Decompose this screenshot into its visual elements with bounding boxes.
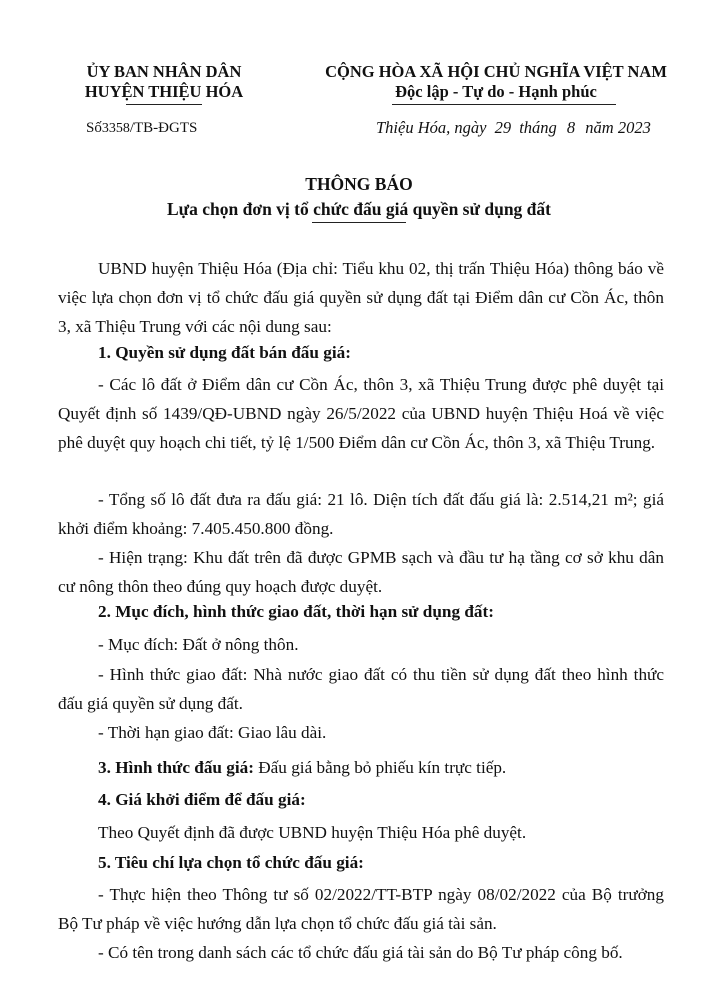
section-1-text-1: - Các lô đất ở Điểm dân cư Cồn Ác, thôn 3, xã Thiệu Trung được phê duyệt tại Quyết định số 1439/QĐ-UBND ngày 26/5/2022 của UBND huyện Thiệu Hoá về việc phê duyệt quy hoạch chi tiết, tỷ lệ 1/500 Điểm dân cư Cồn Ác, thôn 3, xã Thiệu Trung. xyxy=(58,375,664,452)
section-1-heading: 1. Quyền sử dụng đất bán đấu giá: xyxy=(98,343,351,362)
section-5-paragraph-1 xyxy=(58,880,664,938)
section-5-heading: 5. Tiêu chí lựa chọn tổ chức đấu giá: xyxy=(98,853,364,872)
section-5-text-2: - Có tên trong danh sách các tổ chức đấu giá tài sản do Bộ Tư pháp công bố. xyxy=(98,943,623,962)
section-1-paragraph-3 xyxy=(58,543,664,601)
document-title: THÔNG BÁO xyxy=(305,174,413,194)
agency-underline xyxy=(126,104,202,105)
issue-year: năm 2023 xyxy=(585,118,651,137)
agency-line-2: HUYỆN THIỆU HÓA xyxy=(84,82,244,101)
intro-text: UBND huyện Thiệu Hóa (Địa chỉ: Tiểu khu 02, thị trấn Thiệu Hóa) thông báo về việc lựa chọn đơn vị tổ chức đấu giá quyền sử dụng đất tại Điểm dân cư Cồn Ác, thôn 3, xã Thiệu Trung với các nội dung sau: xyxy=(58,259,664,336)
agency-line-1: ỦY BAN NHÂN DÂN xyxy=(86,62,242,81)
section-2-paragraph-3 xyxy=(58,718,664,747)
issue-place: Thiệu Hóa, ngày xyxy=(376,118,487,137)
section-5-text-1: - Thực hiện theo Thông tư số 02/2022/TT-BTP ngày 08/02/2022 của Bộ trưởng Bộ Tư pháp về việc hướng dẫn lựa chọn tổ chức đấu giá tài sản. xyxy=(58,885,664,933)
section-2-text-3: - Thời hạn giao đất: Giao lâu dài. xyxy=(98,723,327,742)
national-title xyxy=(300,62,692,102)
section-3-heading: 3. Hình thức đấu giá: xyxy=(98,758,254,777)
issue-date xyxy=(376,118,651,138)
section-2-heading: 2. Mục đích, hình thức giao đất, thời hạn sử dụng đất: xyxy=(98,602,494,621)
section-4-heading: 4. Giá khởi điểm để đấu giá: xyxy=(98,790,306,809)
document-number-prefix: Số xyxy=(86,120,102,136)
section-2-text-1: - Mục đích: Đất ở nông thôn. xyxy=(98,635,299,654)
section-2-text-2: - Hình thức giao đất: Nhà nước giao đất có thu tiền sử dụng đất theo hình thức đấu giá quyền sử dụng đất. xyxy=(58,665,664,713)
issue-month: 8 xyxy=(566,118,576,137)
section-4-text: Theo Quyết định đã được UBND huyện Thiệu Hóa phê duyệt. xyxy=(98,823,527,842)
national-line-1: CỘNG HÒA XÃ HỘI CHỦ NGHĨA VIỆT NAM xyxy=(325,62,667,81)
issue-month-label: tháng xyxy=(519,118,557,137)
section-1-paragraph-2 xyxy=(58,485,664,543)
section-2-paragraph-2 xyxy=(58,660,664,718)
document-number-value: 3358 xyxy=(101,121,130,136)
intro-paragraph xyxy=(58,254,664,341)
section-1-text-2: - Tổng số lô đất đưa ra đấu giá: 21 lô. Diện tích đất đấu giá là: 2.514,21 m²; giá khởi điểm khoảng: 7.405.450.800 đồng. xyxy=(58,490,664,538)
issue-day: 29 xyxy=(494,118,512,137)
section-3-text: Đấu giá bằng bỏ phiếu kín trực tiếp. xyxy=(253,758,507,777)
agency-name xyxy=(58,62,270,102)
section-1-text-3: - Hiện trạng: Khu đất trên đã được GPMB sạch và đầu tư hạ tầng cơ sở khu dân cư nông thôn theo đúng quy hoạch được duyệt. xyxy=(58,548,664,596)
document-number-suffix: /TB-ĐGTS xyxy=(129,120,198,136)
section-3 xyxy=(98,758,506,778)
section-2-paragraph-1 xyxy=(58,630,664,659)
section-4-paragraph xyxy=(58,818,664,847)
section-5-paragraph-2 xyxy=(58,938,664,967)
document-number xyxy=(86,120,197,137)
document-subtitle: Lựa chọn đơn vị tổ chức đấu giá quyền sử dụng đất xyxy=(166,199,551,219)
section-1-paragraph-1 xyxy=(58,370,664,457)
title-underline xyxy=(312,222,406,223)
motto-underline xyxy=(392,104,616,105)
national-motto: Độc lập - Tự do - Hạnh phúc xyxy=(395,82,597,101)
